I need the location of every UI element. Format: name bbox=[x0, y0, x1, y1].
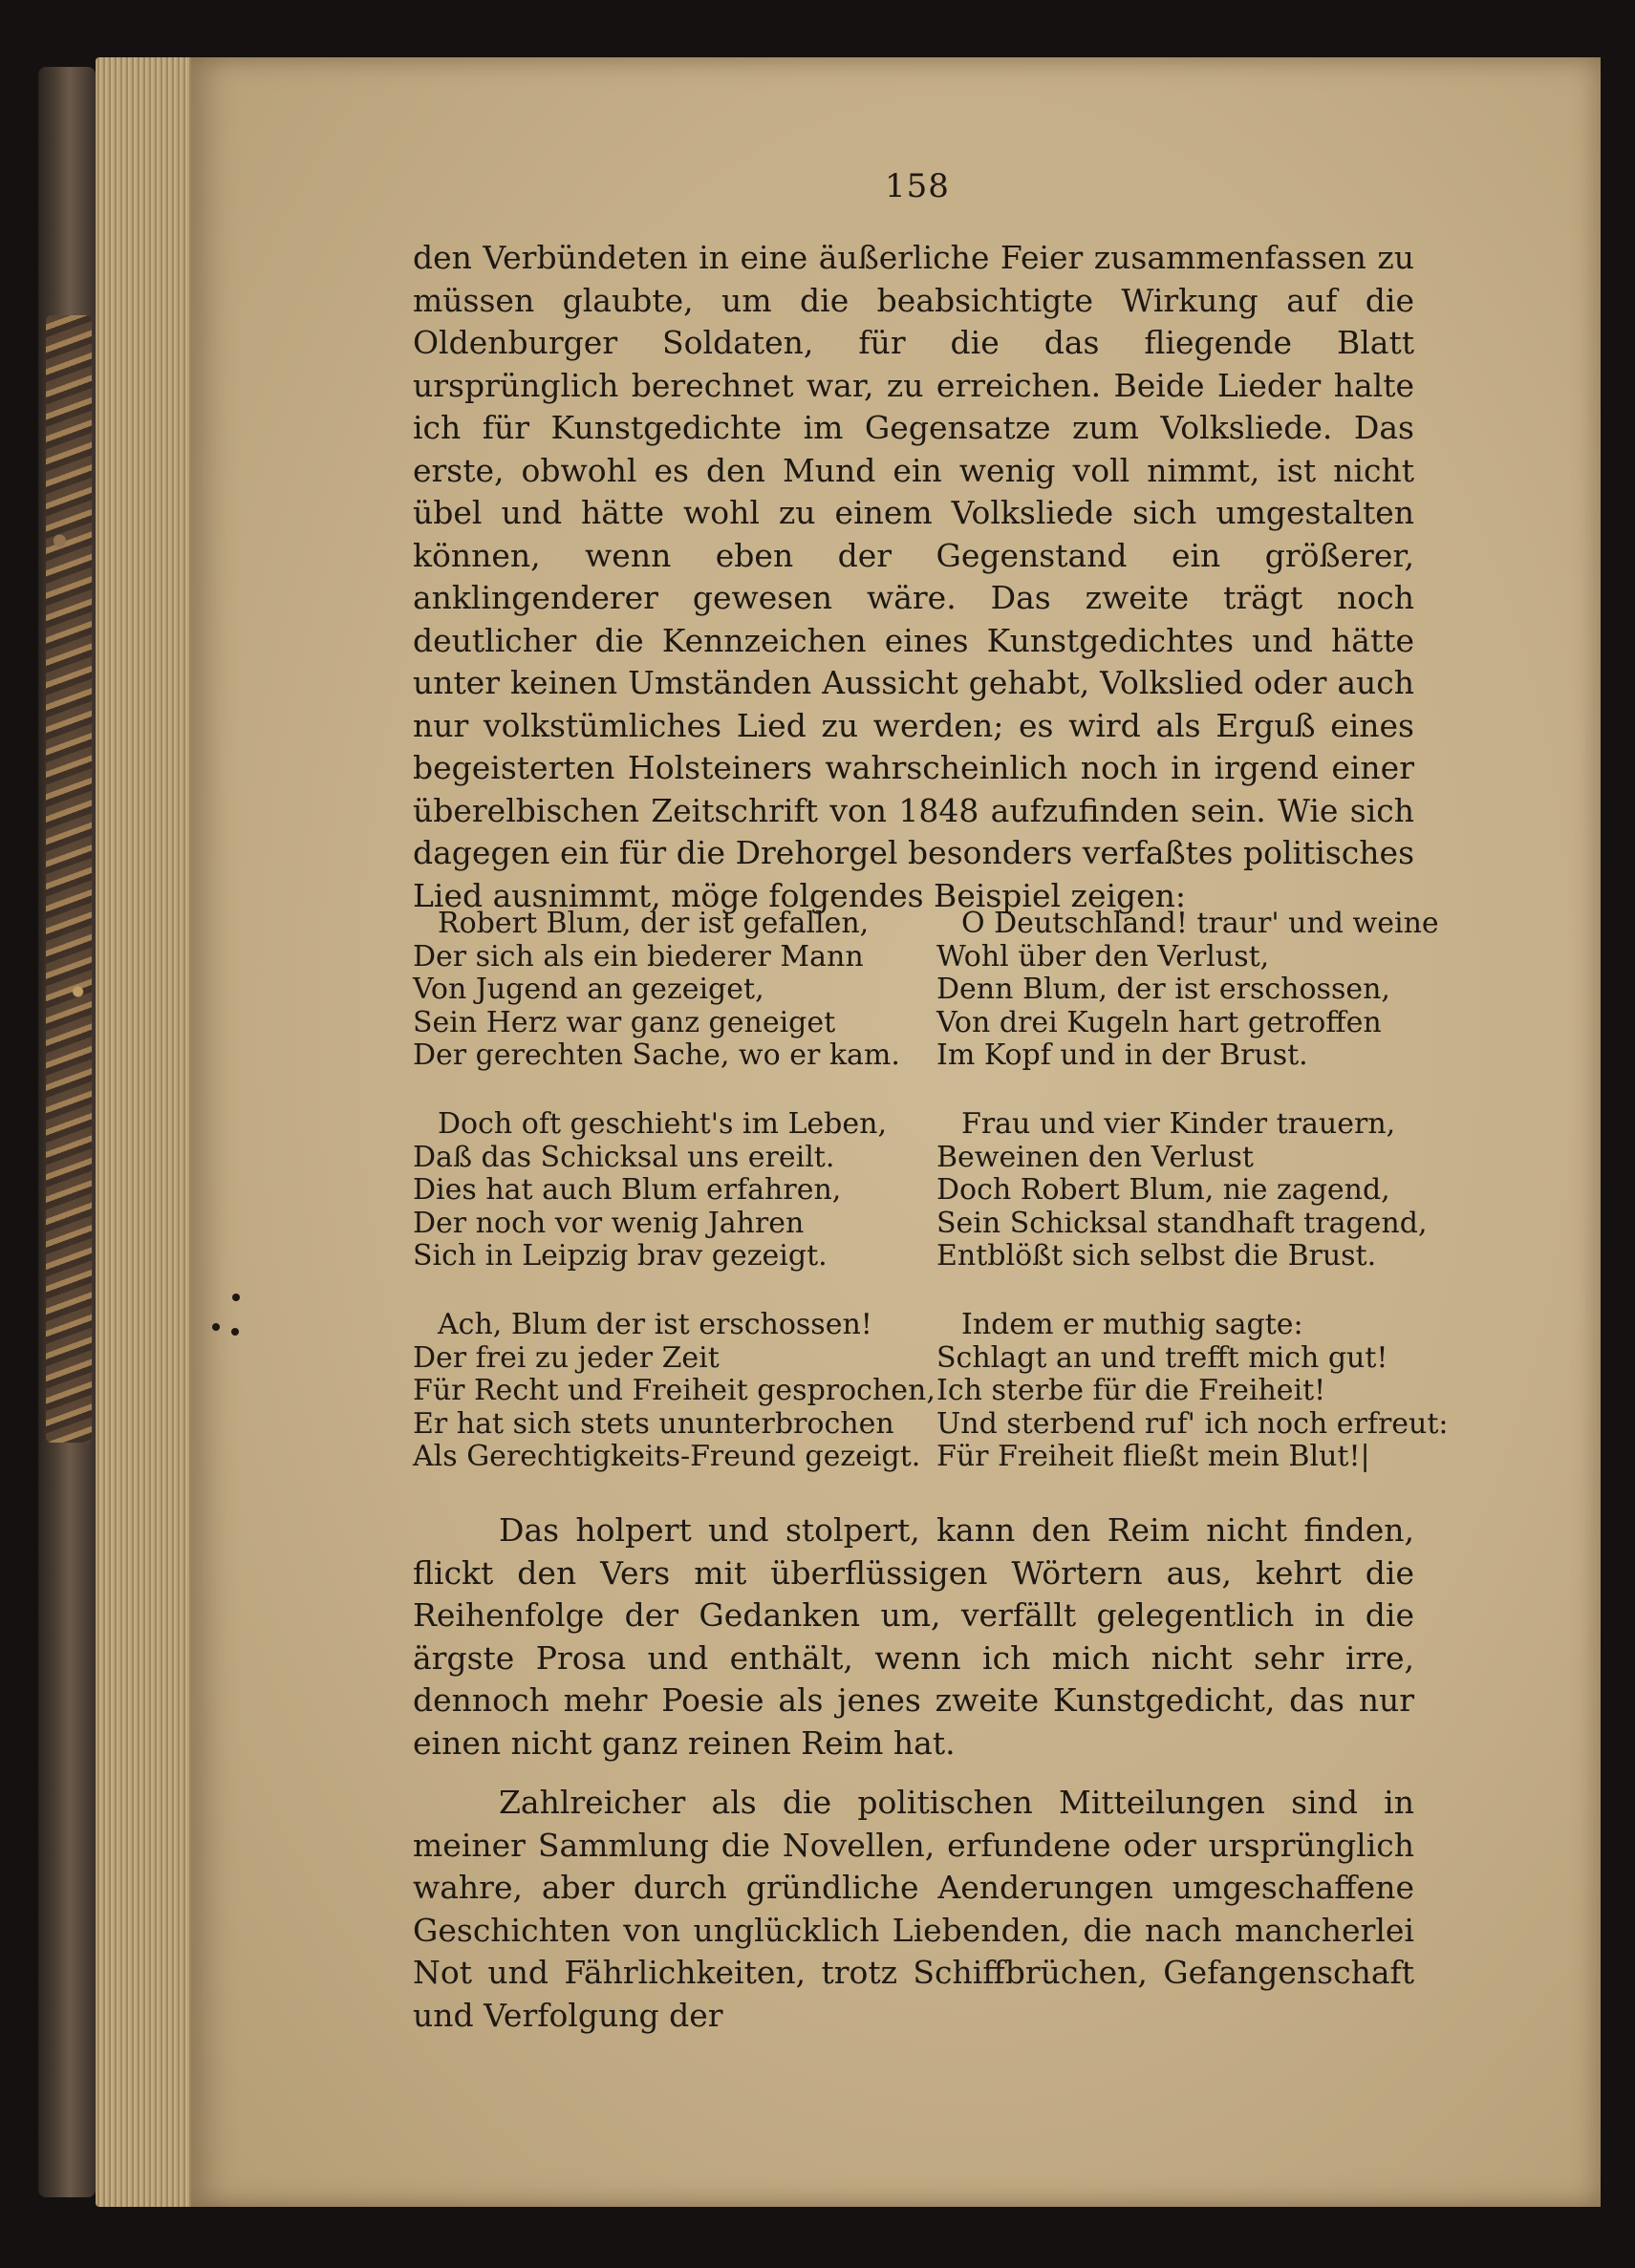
poem-line: Im Kopf und in der Brust. bbox=[936, 1038, 1308, 1072]
page-edges bbox=[96, 57, 199, 2207]
poem-line: O Deutschland! traur' und weine bbox=[961, 907, 1439, 940]
poem-line: Wohl über den Verlust, bbox=[936, 939, 1270, 974]
poem-line: Für Recht und Freiheit gesprochen, bbox=[413, 1374, 936, 1407]
poem-line: Indem er muthig sagte: bbox=[961, 1308, 1303, 1341]
ink-speck bbox=[231, 1328, 239, 1336]
marbled-endpaper bbox=[46, 315, 92, 1443]
poem-line: Ich sterbe für die Freiheit! bbox=[936, 1374, 1326, 1407]
page-number: 158 bbox=[885, 167, 950, 205]
poem-line: Entblößt sich selbst die Brust. bbox=[936, 1239, 1377, 1273]
poem-line: Sein Herz war ganz geneiget bbox=[413, 1005, 836, 1039]
poem-line: Schlagt an und trefft mich gut! bbox=[936, 1340, 1388, 1375]
poem-line: Der gerechten Sache, wo er kam. bbox=[413, 1038, 900, 1072]
poem-stanza-2 bbox=[936, 908, 1439, 1073]
ink-speck bbox=[232, 1294, 240, 1301]
poem-line: Von drei Kugeln hart getroffen bbox=[936, 1005, 1382, 1039]
poem-stanza-1 bbox=[413, 908, 900, 1073]
poem-line: Für Freiheit fließt mein Blut!| bbox=[936, 1440, 1370, 1473]
poem-line: Daß das Schicksal uns ereilt. bbox=[413, 1140, 835, 1174]
ink-speck bbox=[212, 1323, 220, 1331]
poem-stanza-5 bbox=[413, 1309, 936, 1474]
poem-line: Frau und vier Kinder trauern, bbox=[961, 1107, 1396, 1141]
poem-line: Doch Robert Blum, nie zagend, bbox=[936, 1173, 1390, 1207]
poem-line: Als Gerechtigkeits-Freund gezeigt. bbox=[413, 1440, 921, 1473]
poem-line: Und sterbend ruf' ich noch erfreut: bbox=[936, 1406, 1449, 1441]
poem-line: Von Jugend an gezeiget, bbox=[413, 973, 764, 1006]
poem-line: Denn Blum, der ist erschossen, bbox=[936, 973, 1390, 1006]
paragraph-text: Zahlreicher als die politischen Mitteilungen sind in meiner Sammlung die Novellen, erfundene oder ursprünglich wahre, aber durch gründliche Aenderungen umgeschaffene Geschichten von unglücklich Liebenden, die nach mancherlei Not und Fährlichkeiten, trotz Schiffbrüchen, Gefangenschaft und Verfolgung der bbox=[413, 1784, 1414, 2034]
poem-stanza-6 bbox=[936, 1309, 1449, 1474]
poem-line: Sein Schicksal standhaft tragend, bbox=[936, 1206, 1428, 1240]
poem-line: Dies hat auch Blum erfahren, bbox=[413, 1173, 842, 1207]
paragraph-text: Das holpert und stolpert, kann den Reim nicht finden, flickt den Vers mit überflüssigen Wörtern aus, kehrt die Reihenfolge der Gedanken um, verfällt gelegentlich in die ärgste Prosa und enthält, wenn ich mich nicht sehr irre, dennoch mehr Poesie als jenes zweite Kunstgedicht, das nur einen nicht ganz reinen Reim hat. bbox=[413, 1511, 1414, 1762]
poem-line: Der frei zu jeder Zeit bbox=[413, 1340, 720, 1375]
paragraph-novellen bbox=[413, 1782, 1414, 2037]
paragraph-intro bbox=[413, 237, 1414, 917]
paragraph-commentary bbox=[413, 1509, 1414, 1765]
poem-line: Der sich als ein biederer Mann bbox=[413, 939, 864, 974]
poem-line: Der noch vor wenig Jahren bbox=[413, 1206, 805, 1240]
paragraph-text: den Verbündeten in eine äußerliche Feier zusammenfassen zu müssen glaubte, um die beabsichtigte Wirkung auf die Oldenburger Soldaten, für die das fliegende Blatt ursprünglich berechnet war, zu erreichen. Beide Lieder halte ich für Kunstgedichte im Gegensatze zum Volksliede. Das erste, obwohl es den Mund ein wenig voll nimmt, ist nicht übel und hätte wohl zu einem Volksliede sich umgestalten können, wenn eben der Gegenstand ein größerer, anklingenderer gewesen wäre. Das zweite trägt noch deutlicher die Kennzeichen eines Kunstgedichtes und hätte unter keinen Umständen Aussicht gehabt, Volkslied oder auch nur volkstümliches Lied zu werden; es wird als Erguß eines begeisterten Holsteiners wahrscheinlich noch in irgend einer überelbischen Zeitschrift von 1848 aufzufinden sein. Wie sich dagegen ein für die Drehorgel besonders verfaßtes politisches Lied ausnimmt, möge folgendes Beispiel zeigen: bbox=[413, 239, 1414, 914]
poem-line: Beweinen den Verlust bbox=[936, 1140, 1254, 1174]
poem-line: Sich in Leipzig brav gezeigt. bbox=[413, 1239, 828, 1273]
poem-stanza-4 bbox=[936, 1108, 1428, 1273]
poem-stanza-3 bbox=[413, 1108, 887, 1273]
poem-line: Ach, Blum der ist erschossen! bbox=[438, 1308, 872, 1341]
poem-line: Robert Blum, der ist gefallen, bbox=[438, 907, 870, 940]
poem-line: Er hat sich stets ununterbrochen bbox=[413, 1406, 894, 1441]
poem-line: Doch oft geschieht's im Leben, bbox=[438, 1107, 887, 1141]
